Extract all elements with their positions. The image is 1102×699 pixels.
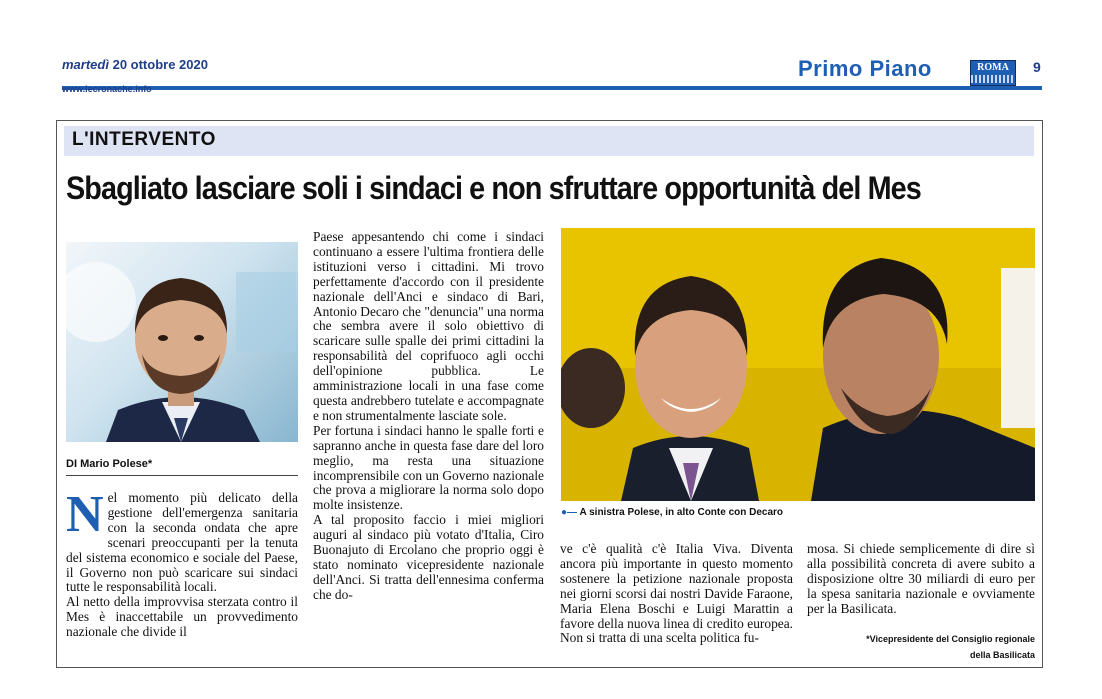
- date-label: 20 ottobre 2020: [112, 57, 208, 72]
- author-portrait: [66, 242, 298, 442]
- caption-bullet-icon: ●—: [561, 507, 578, 518]
- footnote-line-2: della Basilicata: [969, 650, 1035, 660]
- column-3: [560, 542, 793, 646]
- portrait-illustration: [66, 242, 298, 442]
- page-number: 9: [1033, 59, 1041, 75]
- newspaper-logo: [970, 60, 1016, 86]
- paragraph-1: [66, 486, 298, 595]
- paragraph-4: Per fortuna i sindaci hanno le spalle forti e sapranno anche in questa fase dare del loro meglio, ma resta una situazione incomprensibile con un Governo nazionale che prova a migliorare la norma solo dopo molte insistenze.: [313, 422, 544, 513]
- header-rule: [62, 86, 1042, 90]
- footnote-line-1: *Vicepresidente del Consiglio regionale: [866, 634, 1035, 644]
- date-line: [62, 57, 208, 72]
- logo-skyline: [971, 75, 1015, 83]
- kicker-bar: [64, 126, 1034, 156]
- caption-text: A sinistra Polese, in alto Conte con Decaro: [579, 507, 784, 518]
- byline-rule: [66, 475, 298, 476]
- article-title: Sbagliato lasciare soli i sindaci e non sfruttare opportunità del Mes: [66, 170, 921, 206]
- paragraph-5: A tal proposito faccio i miei migliori auguri al sindaco più votato d'Italia, Ciro Buonajuto di Ercolano che proprio oggi è stato nominato vicepresidente nazionale dell'Anci. Si tratta dell'ennesima conferma che do-: [313, 512, 544, 602]
- photo-caption: [561, 507, 783, 518]
- paragraph-6: ve c'è qualità c'è Italia Viva. Diventa ancora più importante in questo momento sostenere la petizione nazionale proposta nei giorni scorsi dai nostri Davide Faraone, Maria Elena Boschi e Luigi Marattin a favore della nuova linea di credito europea. Non si tratta di una scelta politica fu-: [560, 541, 793, 646]
- paragraph-3: Paese appesantendo chi come i sindaci continuano a essere l'ultima frontiera delle istituzioni verso i cittadini. Mi trovo perfettamente d'accordo con il presidente nazionale dell'Anci e sindaco di Bari, Antonio Decaro che "denuncia" una norma che sembra avere il solo obiettivo di scaricare sulle spalle dei primi cittadini la responsabilità del coprifuoco agli occhi dell'opinione pubblica. Le amministrazione locali in una fase come questa andrebbero tutelate e accompagnate e non strumentalmente lasciate sole.: [313, 229, 544, 423]
- section-title: Primo Piano: [798, 56, 932, 81]
- logo-text: ROMA: [977, 62, 1009, 73]
- author-byline: [66, 458, 298, 470]
- column-4: [807, 542, 1035, 617]
- site-url[interactable]: www.lecronache.info: [62, 84, 152, 94]
- paragraph-1-text: el momento più delicato della gestione dell'emergenza sanitaria con la seconda ondata che apre scenari preoccupanti per la tenuta del sistema economico e sociale del Paese, il Governo non può scaricare sui sindaci tutte le responsabilità locali.: [66, 490, 298, 595]
- author-footnote: [807, 631, 1035, 663]
- drop-cap: N: [66, 486, 104, 543]
- day-label: martedì: [62, 57, 109, 72]
- photo-illustration: [561, 228, 1035, 501]
- byline-prefix: DI: [66, 458, 77, 470]
- column-1: [66, 486, 298, 640]
- column-2: [313, 230, 544, 603]
- kicker-label: L'INTERVENTO: [72, 129, 216, 150]
- paragraph-2: Al netto della improvvisa sterzata contro il Mes è inaccettabile un provvedimento nazionale che divide il: [66, 594, 298, 640]
- paragraph-7: mosa. Si chiede semplicemente di dire sì alla possibilità concreta di avere subito a disposizione oltre 30 miliardi di euro per la spesa sanitaria nazionale e ovviamente per la Basilicata.: [807, 541, 1035, 616]
- author-name: Mario Polese*: [80, 458, 153, 470]
- article-photo: [561, 228, 1035, 501]
